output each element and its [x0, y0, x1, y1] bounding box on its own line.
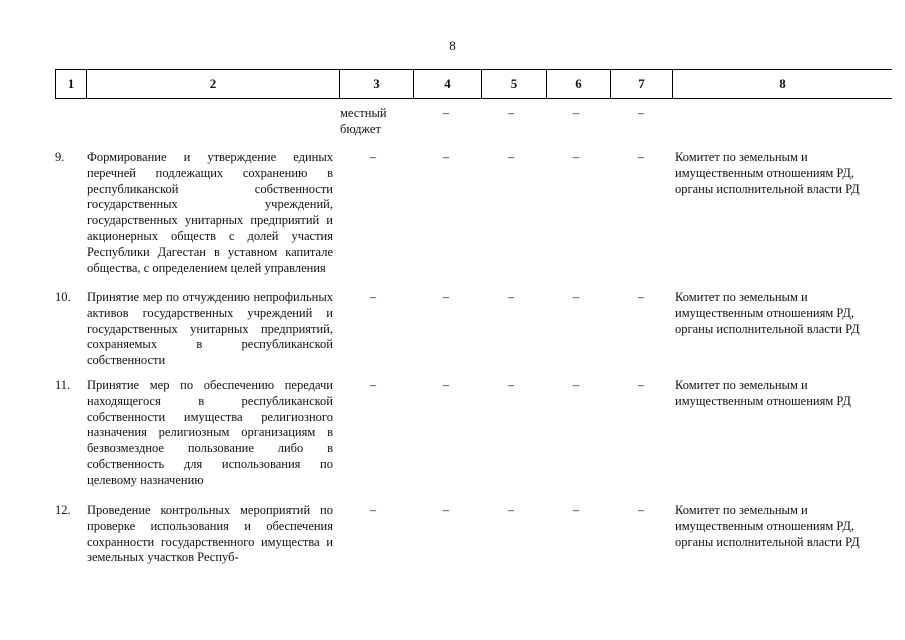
- row-number: 11.: [55, 378, 71, 392]
- row-number: 9.: [55, 150, 65, 164]
- column-header-3: 3: [339, 70, 413, 98]
- page-number: 8: [449, 38, 456, 53]
- table-header: [55, 69, 892, 99]
- row-responsible: Комитет по земельным и имущественным отношениям РД, органы исполнительной власти РД: [675, 503, 860, 549]
- continuation-col6: –: [572, 106, 580, 120]
- row-number: 12.: [55, 503, 71, 517]
- row-description: Принятие мер по обеспечению передачи находящегося в республиканской собственности имущества религиозного назначения религиозным организациям в безвозмездное пользование либо в собственность для использования по целевому назначению: [87, 378, 333, 487]
- continuation-source: местный бюджет: [340, 106, 387, 136]
- row-col6: –: [572, 150, 580, 164]
- column-header-6: 6: [546, 70, 610, 98]
- row-description: Проведение контрольных мероприятий по проверке использования и обеспечения сохранности государственного имущества и земельных участков Респуб-: [87, 503, 333, 565]
- row-col7: –: [637, 290, 645, 304]
- row-col3: –: [369, 290, 377, 304]
- continuation-col7: –: [637, 106, 645, 120]
- row-col5: –: [507, 503, 515, 517]
- continuation-col4: –: [442, 106, 450, 120]
- row-col6: –: [572, 503, 580, 517]
- row-col4: –: [442, 290, 450, 304]
- column-header-5: 5: [481, 70, 546, 98]
- column-header-4: 4: [413, 70, 481, 98]
- row-col7: –: [637, 150, 645, 164]
- column-header-1: 1: [55, 70, 86, 98]
- column-header-8: 8: [672, 70, 892, 98]
- row-col7: –: [637, 503, 645, 517]
- row-col5: –: [507, 150, 515, 164]
- row-col3: –: [369, 378, 377, 392]
- row-description: Принятие мер по отчуждению непрофильных активов государственных учреждений и государственных унитарных предприятий, сохраняемых в республиканской собственности: [87, 290, 333, 368]
- row-col6: –: [572, 290, 580, 304]
- column-header-7: 7: [610, 70, 672, 98]
- column-header-2: 2: [86, 70, 339, 98]
- row-col4: –: [442, 378, 450, 392]
- row-col4: –: [442, 503, 450, 517]
- row-description: Формирование и утверждение единых перечней подлежащих сохранению в республиканской собственности государственных учреждений, государственных унитарных предприятий и акционерных обществ с долей участия Республики Дагестан в уставном капитале общества, с определением целей управления: [87, 150, 333, 275]
- row-col5: –: [507, 378, 515, 392]
- row-responsible: Комитет по земельным и имущественным отношениям РД, органы исполнительной власти РД: [675, 290, 860, 336]
- continuation-col5: –: [507, 106, 515, 120]
- row-col6: –: [572, 378, 580, 392]
- row-col3: –: [369, 503, 377, 517]
- row-responsible: Комитет по земельным и имущественным отношениям РД, органы исполнительной власти РД: [675, 150, 860, 196]
- row-number: 10.: [55, 290, 71, 304]
- row-col7: –: [637, 378, 645, 392]
- row-responsible: Комитет по земельным и имущественным отношениям РД: [675, 378, 851, 408]
- row-col5: –: [507, 290, 515, 304]
- row-col3: –: [369, 150, 377, 164]
- row-col4: –: [442, 150, 450, 164]
